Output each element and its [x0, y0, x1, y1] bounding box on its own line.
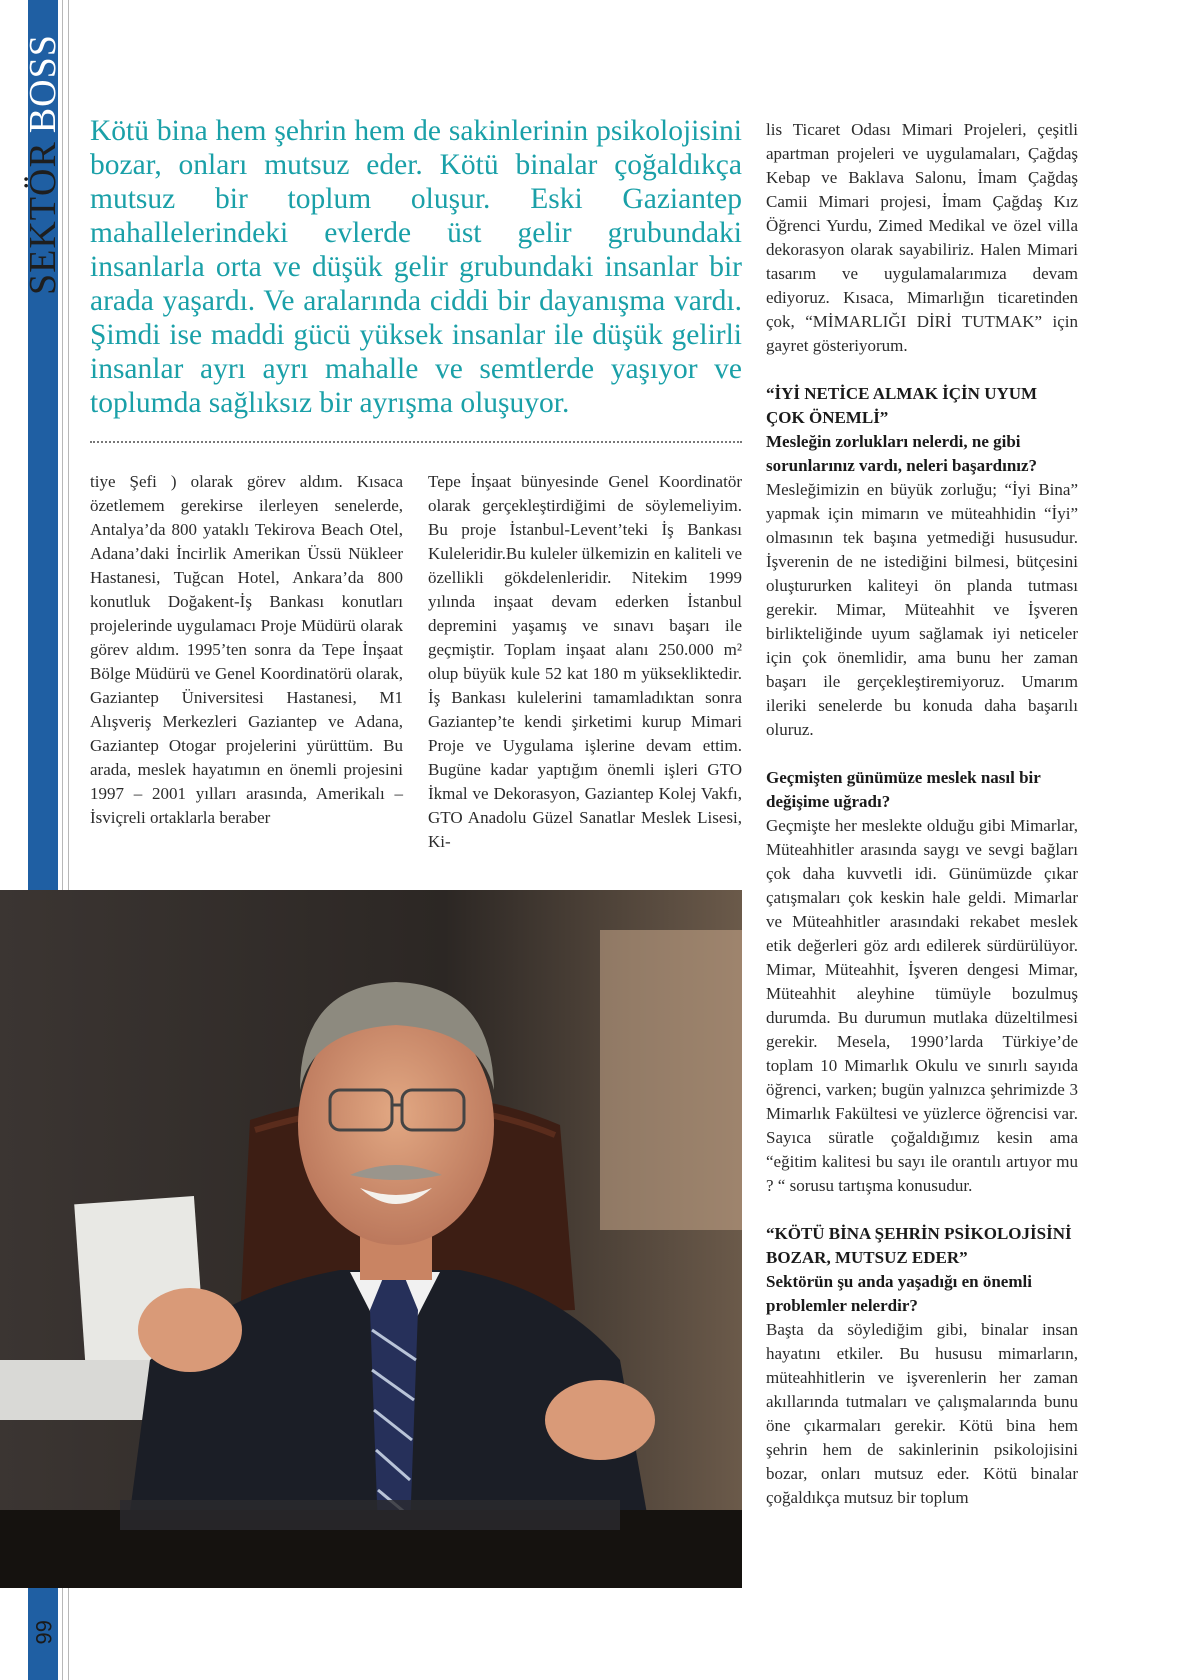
divider: [90, 441, 742, 443]
page-number: 66: [31, 1620, 56, 1645]
section-heading: “İYİ NETİCE ALMAK İÇİN UYUM ÇOK ÖNEMLİ”: [766, 384, 1038, 427]
brand-sektor: SEKTÖR: [22, 141, 64, 295]
interview-question: Geçmişten günümüze meslek nasıl bir değişime uğradı?: [766, 768, 1041, 811]
interview-question: Mesleğin zorlukları nelerdi, ne gibi sorunlarınız vardı, neleri başardınız?: [766, 432, 1038, 475]
body-text: lis Ticaret Odası Mimari Projeleri, çeşitli apartman projeleri ve uygulamaları, Çağdaş Kebap ve Baklava Salonu, İmam Çağdaş Camii Mimari projesi, İmam Çağdaş Kız Öğrenci Yurdu, Zimed Medikal ve özel villa dekorasyon olarak sayabiliriz. Halen Mimari tasarım ve uygulamalarımıza devam ediyoruz. Kısaca, Mimarlığın ticaretinden çok, “MİMARLIĞI DİRİ TUTMAK” için gayret gösteriyorum.: [766, 120, 1078, 355]
section-heading: “KÖTÜ BİNA ŞEHRİN PSİKOLOJİSİNİ BOZAR, MUTSUZ EDER”: [766, 1224, 1072, 1267]
brand-boss: BOSS: [22, 34, 64, 134]
body-text: Tepe İnşaat bünyesinde Genel Koordinatör olarak gerçekleştirdiğimi de söylemeliyim. Bu proje İstanbul-Levent’teki İş Bankası Kuleleridir.Bu kuleler ülkemizin en kaliteli ve özellikli gökdelenleridir. Nitekim 1999 yılında inşaat devam ederken İstanbul depremini yaşamış ve sınavı başarı ile geçmiştir. Toplam inşaat alanı 250.000 m² olup büyük kule 52 kat 180 m yüksekliktedir. İş Bankası kulelerini tamamladıktan sonra Gaziantep’te kendi şirketimi kurup Mimari Proje ve Uygulama işlerine devam ettim. Bugüne kadar yaptığım önemli işleri GTO İkmal ve Dekorasyon, Gaziantep Kolej Vakfı, GTO Anadolu Güzel Sanatlar Meslek Lisesi, Ki-: [428, 472, 742, 851]
interview-answer: Başta da söylediğim gibi, binalar insan hayatını etkiler. Bu hususu mimarların, müteahhitlerin ve işverenlerin her zaman akıllarında tutmaları ve çalışmalarında bunu öne çıkarmaları gerekir. Kötü bina hem şehrin hem de sakinlerinin psikolojisini bozar, onları mutsuz eder. Kötü binalar çoğaldıkça mutsuz bir toplum: [766, 1320, 1078, 1507]
pull-quote: Kötü bina hem şehrin hem de sakinlerinin psikolojisini bozar, onları mutsuz eder. Kötü binalar çoğaldıkça mutsuz bir toplum oluşur. Eski Gaziantep mahallelerindeki evlerde üst gelir grubundaki insanlarla orta ve düşük gelir grubundaki insanlar bir arada yaşardı. Ve aralarında ciddi bir dayanışma vardı. Şimdi ise maddi gücü yüksek insanlar ile düşük gelirli insanlar ayrı ayrı mahalle ve semtlerde yaşıyor ve toplumda sağlıksız bir ayrışma oluşuyor.: [90, 115, 742, 419]
interview-answer: Geçmişte her meslekte olduğu gibi Mimarlar, Müteahhitler arasında saygı ve sevgi bağları çok daha kuvvetli idi. Günümüzde çıkar çatışmaları çok keskin hale geldi. Mimarlar ve Müteahhitler arasındaki rekabet meslek etik değerleri göz ardı edilerek sürdürülüyor. Mimar, Müteahhit, İşveren dengesi Mimar, Müteahhit aleyhine tümüyle bozulmuş durumda. Bu durumun mutlaka düzeltilmesi gerekir. Mesela, 1990’larda Türkiye’de toplam 10 Mimarlık Okulu ve sınırlı sayıda öğrenci, varken; bugün yalnızca şehrimizde 3 Mimarlık Fakültesi ve yüzlerce öğrencisi var. Sayıca süratle çoğaldığımız kesin ama “eğitim kalitesi bu sayı ile orantılı artıyor mu ? “ sorusu tartışma konusudur.: [766, 816, 1078, 1195]
magazine-brand: [18, 0, 68, 295]
portrait-photo: [0, 890, 742, 1588]
body-text: tiye Şefi ) olarak görev aldım. Kısaca özetlemem gerekirse ilerleyen senelerde, Antalya’da 800 yataklı Tekirova Beach Otel, Adana’daki İncirlik Amerikan Üssü Nükleer Hastanesi, Tuğcan Hotel, Ankara’da 800 konutluk Doğakent-İş Bankası konutları projelerinde uygulamacı Proje Müdürü olarak görev aldım. 1995’ten sonra da Tepe İnşaat Bölge Müdürü ve Genel Koordinatörü olarak, Gaziantep Üniversitesi Hastanesi, M1 Alışveriş Merkezleri Gaziantep ve Adana, Gaziantep Otogar projelerini yürüttüm. Bu arada, meslek hayatımın en önemli projesini 1997 – 2001 yılları arasında, Amerikalı – İsviçreli ortaklarla beraber: [90, 472, 403, 827]
interview-answer: Mesleğimizin en büyük zorluğu; “İyi Bina” yapmak için mimarın ve müteahhidin “İyi” olmasının tek başına yetmediği hususudur. İşverenin de ne istediğini bilmesi, bütçesini oluştururken kaliteyi ön planda tutması gerekir. Mimar, Müteahhit ve İşveren birlikteliğinde uyum sağlamak iyi neticeler için çok önemlidir, ama bunu her zaman başarı ile gerçekleştiremiyoruz. Umarım ileriki senelerde bu konuda daha başarılı oluruz.: [766, 480, 1078, 739]
portrait-illustration: [0, 890, 742, 1588]
interview-question: Sektörün şu anda yaşadığı en önemli problemler nelerdir?: [766, 1272, 1032, 1315]
body-column-1: [90, 470, 403, 830]
body-column-3: [766, 118, 1078, 1510]
body-column-2: [428, 470, 742, 854]
